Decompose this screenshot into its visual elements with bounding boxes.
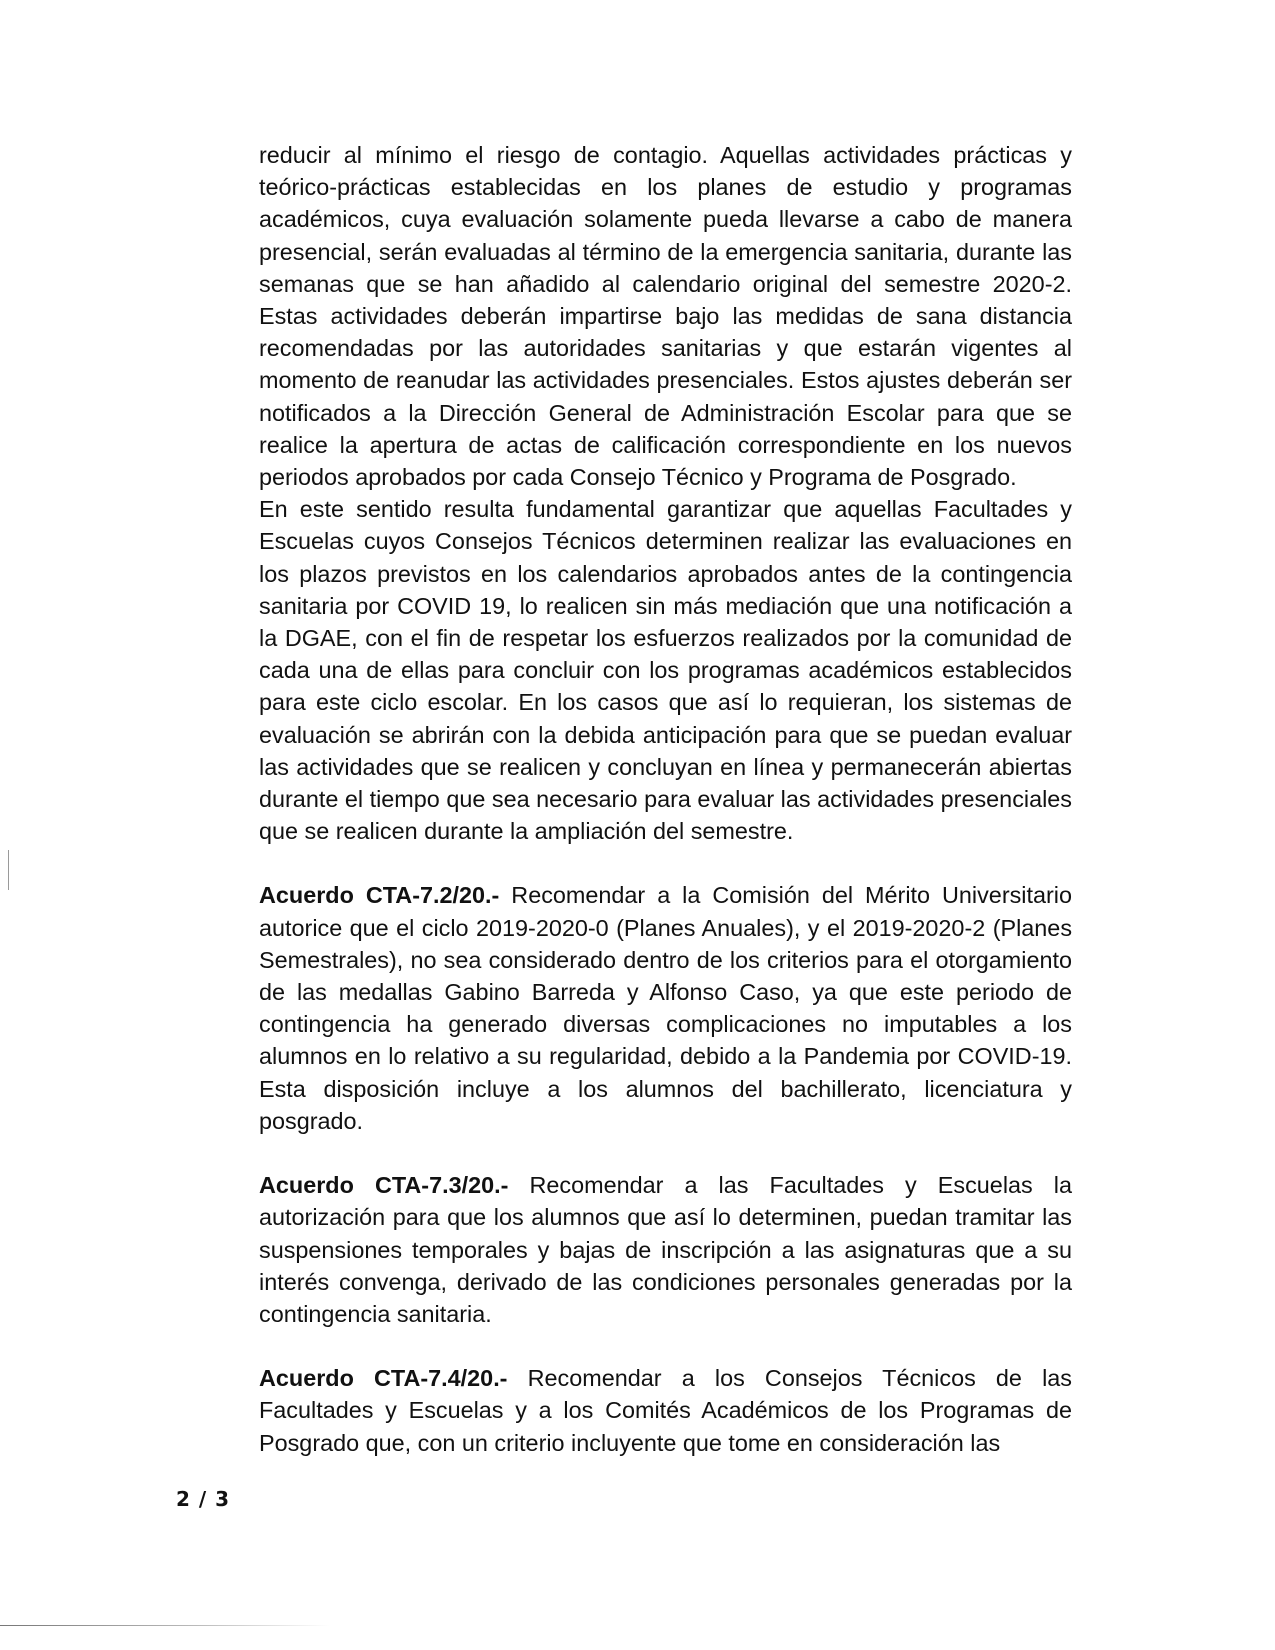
body-paragraph-1: reducir al mínimo el riesgo de contagio. Aquellas actividades prácticas y teórico-prácticas establecidas en los planes de estudio y programas académicos, cuya evaluación solamente pueda llevarse a cabo de manera presencial, serán evaluadas al término de la emergencia sanitaria, durante las semanas que se han añadido al calendario original del semestre 2020-2. Estas actividades deberán impartirse bajo las medidas de sana distancia recomendadas por las autoridades sanitarias y que estarán vigentes al momento de reanudar las actividades presenciales. Estos ajustes deberán ser notificados a la Dirección General de Administración Escolar para que se realice la apertura de actas de calificación correspondiente en los nuevos periodos aprobados por cada Consejo Técnico y Programa de Posgrado. (259, 142, 1072, 491)
scan-artifact-mark (8, 850, 9, 890)
page-number: 2 / 3 (176, 1487, 231, 1511)
agreement-label: Acuerdo CTA-7.4/20.- (259, 1365, 508, 1392)
body-paragraph-2: En este sentido resulta fundamental garantizar que aquellas Facultades y Escuelas cuyos Consejos Técnicos determinen realizar las evaluaciones en los plazos previstos en los calendarios aprobados antes de la contingencia sanitaria por COVID 19, lo realicen sin más mediación que una notificación a la DGAE, con el fin de respetar los esfuerzos realizados por la comunidad de cada una de ellas para concluir con los programas académicos establecidos para este ciclo escolar. En los casos que así lo requieran, los sistemas de evaluación se abrirán con la debida anticipación para que se puedan evaluar las actividades que se realicen y concluyan en línea y permanecerán abiertas durante el tiempo que sea necesario para evaluar las actividades presenciales que se realicen durante la ampliación del semestre. (259, 496, 1072, 845)
agreement-label: Acuerdo CTA-7.2/20.- (259, 882, 500, 909)
agreement-cta-7-4: Acuerdo CTA-7.4/20.- Recomendar a los Consejos Técnicos de las Facultades y Escuelas y a los Comités Académicos de los Programas de Posgrado que, con un criterio incluyente que tome en consideración las (259, 1365, 1072, 1456)
agreement-cta-7-2: Acuerdo CTA-7.2/20.- Recomendar a la Comisión del Mérito Universitario autorice que el ciclo 2019-2020-0 (Planes Anuales), y el 2019-2020-2 (Planes Semestrales), no sea considerado dentro de los criterios para el otorgamiento de las medallas Gabino Barreda y Alfonso Caso, ya que este periodo de contingencia ha generado diversas complicaciones no imputables a los alumnos en lo relativo a su regularidad, debido a la Pandemia por COVID-19. Esta disposición incluye a los alumnos del bachillerato, licenciatura y posgrado. (259, 882, 1073, 1134)
scan-artifact-edge (0, 1625, 330, 1626)
agreement-cta-7-3: Acuerdo CTA-7.3/20.- Recomendar a las Facultades y Escuelas la autorización para que los alumnos que así lo determinen, puedan tramitar las suspensiones temporales y bajas de inscripción a las asignaturas que a su interés convenga, derivado de las condiciones personales generadas por la contingencia sanitaria. (259, 1172, 1072, 1327)
document-body (259, 139, 1072, 1459)
agreement-label: Acuerdo CTA-7.3/20.- (259, 1172, 509, 1199)
